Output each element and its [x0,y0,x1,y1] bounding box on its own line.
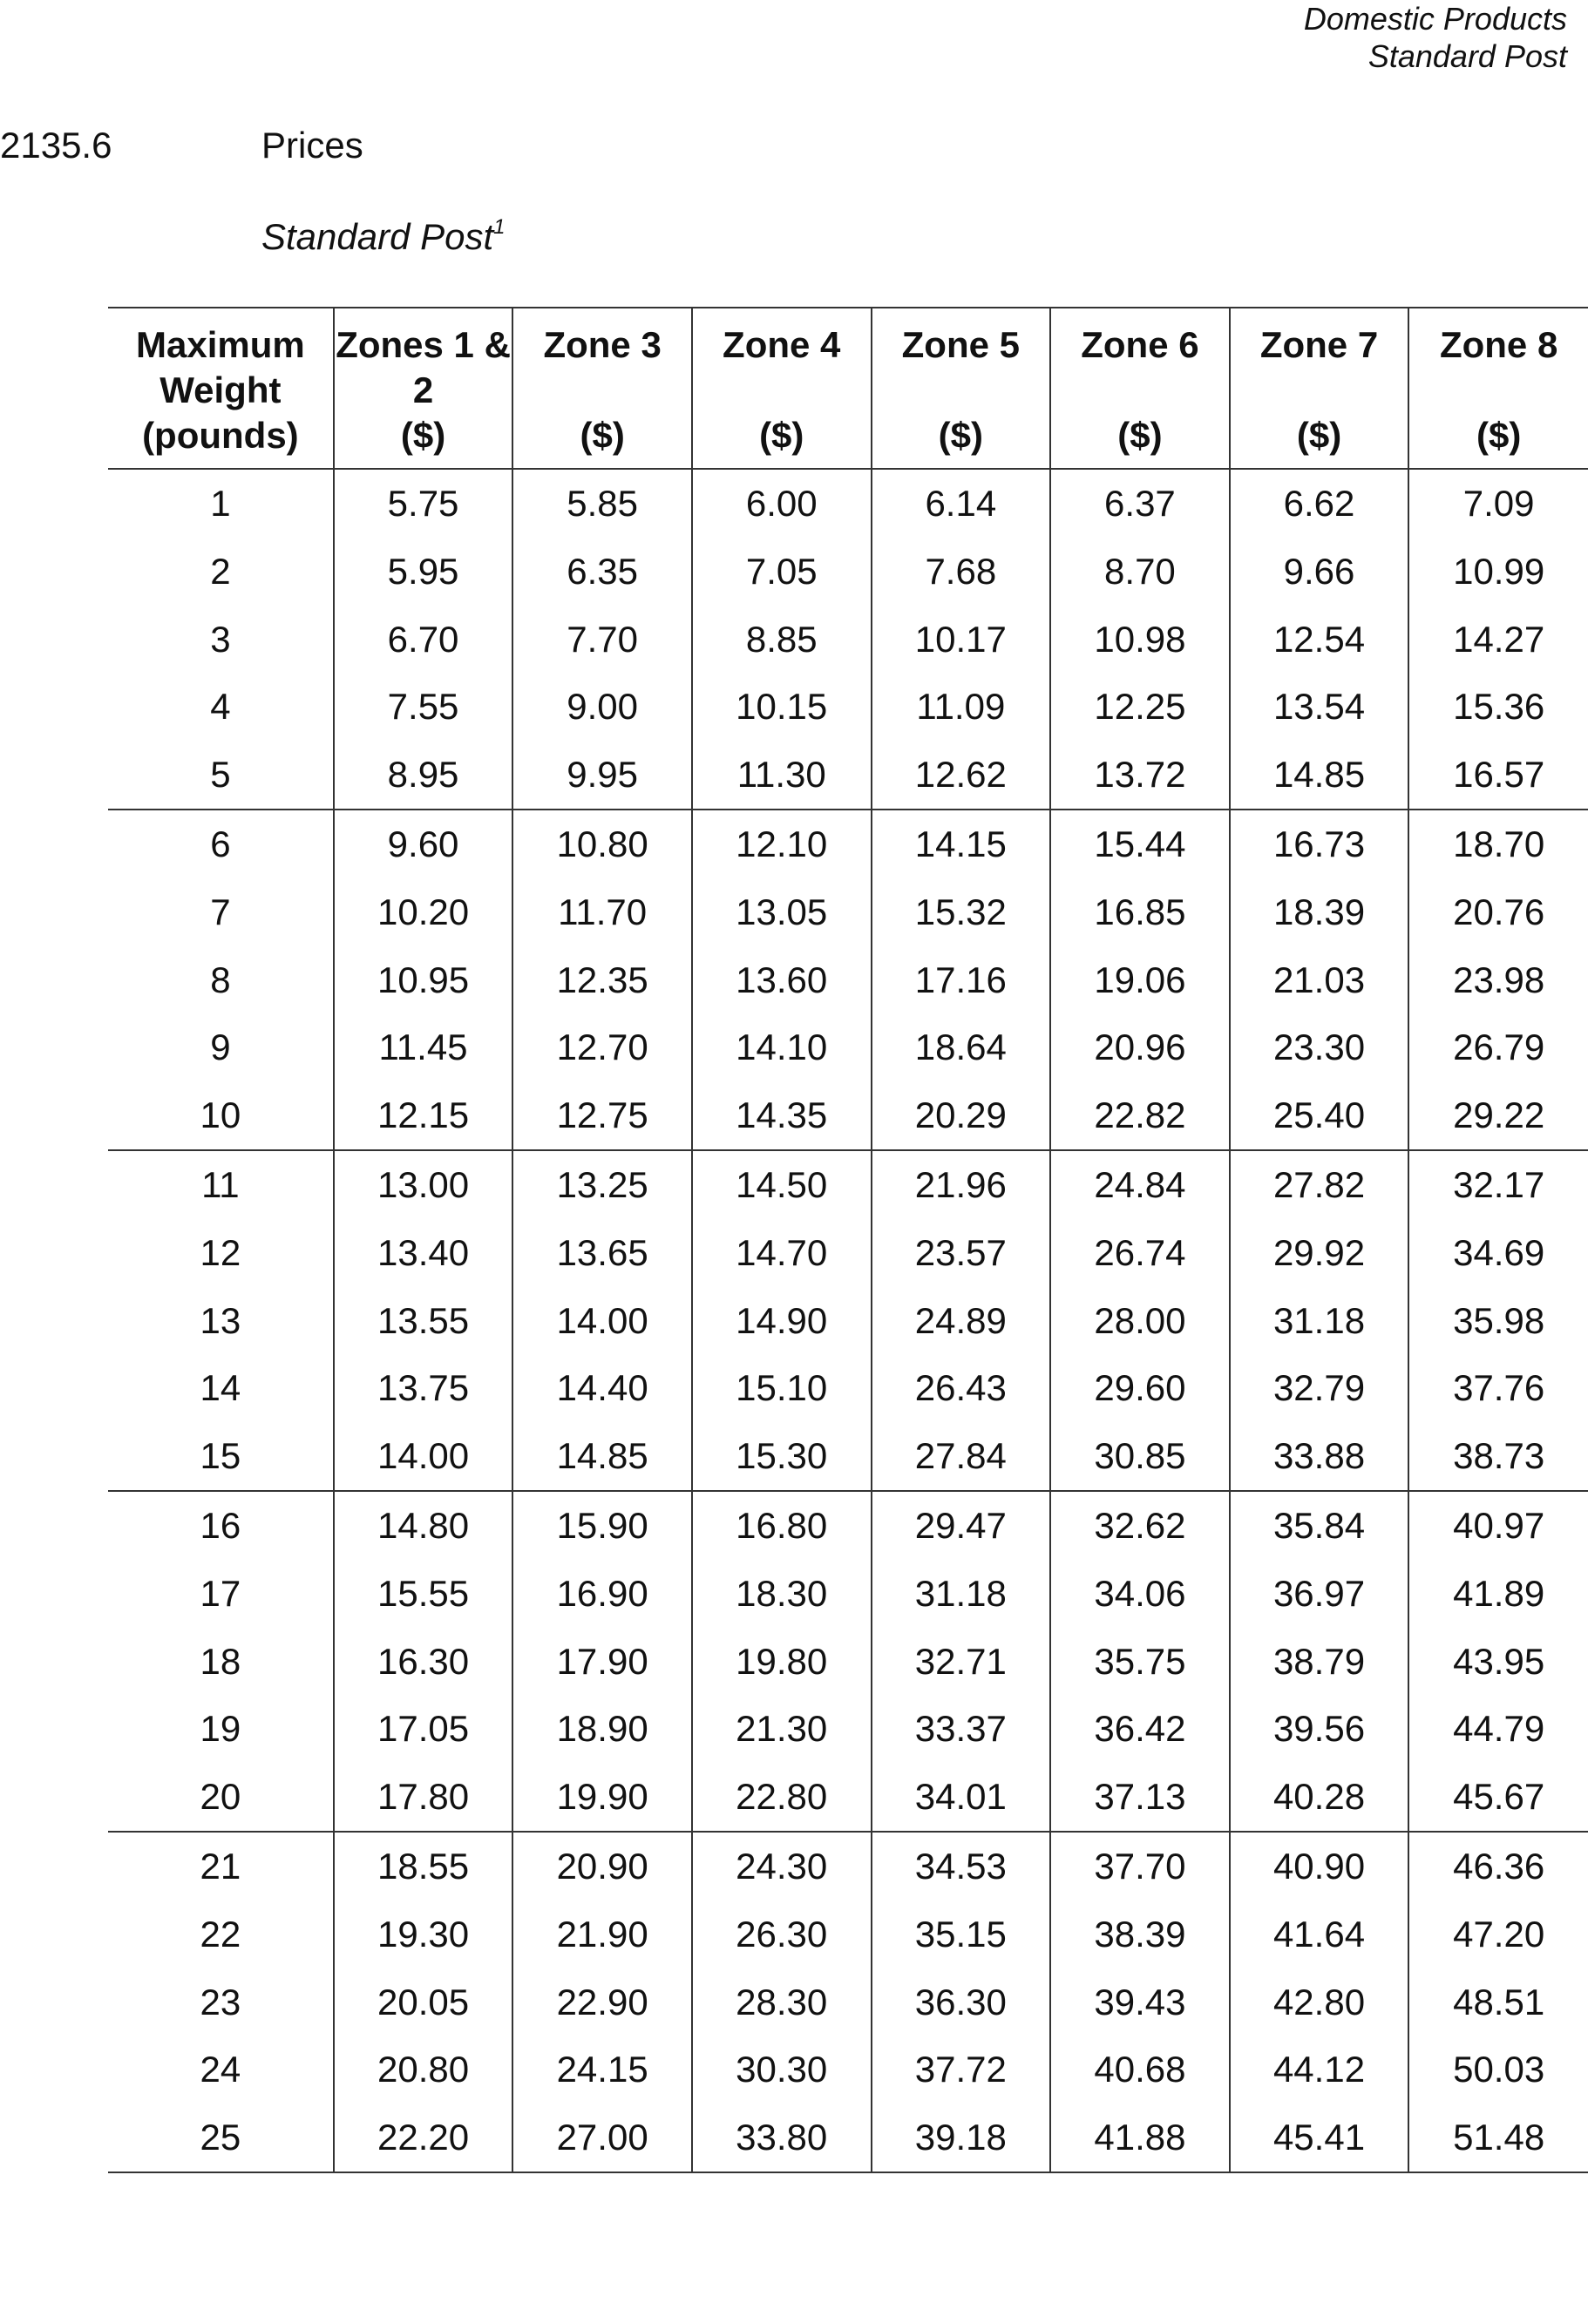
price-cell: 37.70 [1050,1832,1230,1901]
table-row [108,1354,1588,1422]
price-cell: 13.54 [1230,673,1409,741]
weight-cell: 22 [108,1901,334,1968]
price-cell: 35.75 [1050,1628,1230,1696]
price-cell: 18.30 [692,1560,872,1628]
column-header-zone [334,308,513,469]
column-header-label: Maximum Weight (pounds) [136,324,305,456]
table-row [108,538,1588,606]
price-cell: 19.90 [512,1763,692,1832]
price-cell: 46.36 [1408,1832,1588,1901]
price-cell: 34.06 [1050,1560,1230,1628]
price-table-header [108,308,1588,469]
price-cell: 21.30 [692,1695,872,1763]
weight-cell: 1 [108,469,334,538]
price-cell: 14.85 [512,1422,692,1491]
weight-cell: 3 [108,606,334,674]
weight-cell: 15 [108,1422,334,1491]
price-cell: 29.22 [1408,1081,1588,1150]
weight-cell: 10 [108,1081,334,1150]
price-cell: 32.62 [1050,1491,1230,1560]
price-cell: 39.56 [1230,1695,1409,1763]
column-header-unit: ($) [938,415,983,456]
price-cell: 16.30 [334,1628,513,1696]
price-cell: 6.00 [692,469,872,538]
price-cell: 20.96 [1050,1013,1230,1081]
price-cell: 17.05 [334,1695,513,1763]
price-cell: 12.70 [512,1013,692,1081]
price-cell: 14.00 [512,1287,692,1355]
price-cell: 30.30 [692,2036,872,2104]
price-cell: 35.15 [872,1901,1051,1968]
price-cell: 40.97 [1408,1491,1588,1560]
table-row [108,2036,1588,2104]
weight-cell: 14 [108,1354,334,1422]
price-cell: 14.15 [872,810,1051,878]
column-header-zone [692,308,872,469]
price-cell: 28.30 [692,1968,872,2036]
table-row [108,1422,1588,1491]
section-title: Prices [261,125,363,166]
table-row [108,1287,1588,1355]
price-cell: 13.75 [334,1354,513,1422]
footnote-marker: 1 [493,215,506,239]
price-cell: 31.18 [1230,1287,1409,1355]
price-cell: 14.00 [334,1422,513,1491]
price-cell: 18.55 [334,1832,513,1901]
table-row [108,1560,1588,1628]
weight-cell: 4 [108,673,334,741]
price-cell: 9.95 [512,741,692,810]
table-row [108,878,1588,946]
column-header-zone [512,308,692,469]
running-header-line-1: Domestic Products [1303,1,1567,37]
price-cell: 19.06 [1050,946,1230,1014]
price-cell: 7.68 [872,538,1051,606]
price-cell: 27.00 [512,2104,692,2172]
price-cell: 14.85 [1230,741,1409,810]
price-cell: 13.65 [512,1219,692,1287]
price-cell: 33.80 [692,2104,872,2172]
price-cell: 7.05 [692,538,872,606]
price-cell: 51.48 [1408,2104,1588,2172]
column-header-zone [1408,308,1588,469]
weight-cell: 13 [108,1287,334,1355]
price-cell: 19.30 [334,1901,513,1968]
price-cell: 32.17 [1408,1150,1588,1219]
price-cell: 6.62 [1230,469,1409,538]
price-cell: 48.51 [1408,1968,1588,2036]
price-cell: 23.30 [1230,1013,1409,1081]
price-cell: 45.41 [1230,2104,1409,2172]
weight-cell: 24 [108,2036,334,2104]
column-header-label: Zones 1 & 2 [336,324,511,410]
price-cell: 11.45 [334,1013,513,1081]
price-cell: 20.90 [512,1832,692,1901]
weight-cell: 12 [108,1219,334,1287]
price-cell: 9.00 [512,673,692,741]
weight-cell: 11 [108,1150,334,1219]
price-cell: 35.98 [1408,1287,1588,1355]
table-caption [261,216,506,258]
price-cell: 17.16 [872,946,1051,1014]
price-cell: 44.79 [1408,1695,1588,1763]
table-row [108,1695,1588,1763]
price-cell: 6.35 [512,538,692,606]
price-cell: 14.80 [334,1491,513,1560]
price-cell: 5.85 [512,469,692,538]
price-cell: 44.12 [1230,2036,1409,2104]
price-cell: 5.95 [334,538,513,606]
price-cell: 32.71 [872,1628,1051,1696]
price-cell: 29.47 [872,1491,1051,1560]
table-row [108,1013,1588,1081]
column-header-unit: ($) [1476,415,1522,456]
price-cell: 17.90 [512,1628,692,1696]
column-header-unit: ($) [580,415,625,456]
table-row [108,1968,1588,2036]
weight-cell: 9 [108,1013,334,1081]
price-cell: 29.92 [1230,1219,1409,1287]
table-row [108,1150,1588,1219]
price-cell: 26.79 [1408,1013,1588,1081]
price-cell: 38.79 [1230,1628,1409,1696]
weight-cell: 8 [108,946,334,1014]
price-cell: 14.40 [512,1354,692,1422]
weight-cell: 5 [108,741,334,810]
price-cell: 13.60 [692,946,872,1014]
price-cell: 14.90 [692,1287,872,1355]
weight-cell: 21 [108,1832,334,1901]
weight-cell: 20 [108,1763,334,1832]
table-row [108,1081,1588,1150]
price-cell: 50.03 [1408,2036,1588,2104]
price-cell: 38.39 [1050,1901,1230,1968]
column-header-weight [108,308,334,469]
price-cell: 23.98 [1408,946,1588,1014]
price-cell: 37.13 [1050,1763,1230,1832]
price-cell: 8.70 [1050,538,1230,606]
price-cell: 16.90 [512,1560,692,1628]
price-cell: 36.42 [1050,1695,1230,1763]
price-cell: 16.57 [1408,741,1588,810]
price-cell: 13.72 [1050,741,1230,810]
weight-cell: 19 [108,1695,334,1763]
column-header-label: Zone 3 [543,324,662,365]
column-header-zone [1230,308,1409,469]
price-table-body [108,469,1588,2172]
table-row [108,1901,1588,1968]
column-header-label: Zone 4 [723,324,841,365]
price-cell: 10.15 [692,673,872,741]
price-cell: 10.80 [512,810,692,878]
table-row [108,1491,1588,1560]
price-cell: 15.10 [692,1354,872,1422]
table-row [108,810,1588,878]
table-row [108,469,1588,538]
price-cell: 41.64 [1230,1901,1409,1968]
price-cell: 27.82 [1230,1150,1409,1219]
price-cell: 24.89 [872,1287,1051,1355]
price-cell: 39.18 [872,2104,1051,2172]
price-cell: 26.30 [692,1901,872,1968]
price-cell: 19.80 [692,1628,872,1696]
price-cell: 15.32 [872,878,1051,946]
price-cell: 39.43 [1050,1968,1230,2036]
price-cell: 32.79 [1230,1354,1409,1422]
price-cell: 11.70 [512,878,692,946]
price-cell: 40.90 [1230,1832,1409,1901]
price-cell: 34.01 [872,1763,1051,1832]
price-cell: 24.84 [1050,1150,1230,1219]
weight-cell: 17 [108,1560,334,1628]
price-cell: 13.25 [512,1150,692,1219]
price-cell: 28.00 [1050,1287,1230,1355]
weight-cell: 6 [108,810,334,878]
price-cell: 22.20 [334,2104,513,2172]
price-cell: 27.84 [872,1422,1051,1491]
column-header-unit: ($) [400,415,446,456]
price-cell: 9.60 [334,810,513,878]
price-cell: 7.09 [1408,469,1588,538]
price-cell: 25.40 [1230,1081,1409,1150]
weight-cell: 7 [108,878,334,946]
table-row [108,946,1588,1014]
running-header-line-2: Standard Post [1367,38,1567,74]
price-cell: 18.64 [872,1013,1051,1081]
price-cell: 13.00 [334,1150,513,1219]
table-row [108,673,1588,741]
table-row [108,606,1588,674]
price-cell: 17.80 [334,1763,513,1832]
table-row [108,1628,1588,1696]
price-cell: 15.55 [334,1560,513,1628]
price-cell: 36.97 [1230,1560,1409,1628]
price-cell: 14.10 [692,1013,872,1081]
running-header [1304,0,1567,75]
price-cell: 8.85 [692,606,872,674]
table-row [108,741,1588,810]
table-row [108,2104,1588,2172]
price-cell: 33.37 [872,1695,1051,1763]
price-cell: 10.98 [1050,606,1230,674]
price-cell: 43.95 [1408,1628,1588,1696]
price-cell: 12.15 [334,1081,513,1150]
price-cell: 7.55 [334,673,513,741]
price-cell: 12.54 [1230,606,1409,674]
weight-cell: 18 [108,1628,334,1696]
column-header-unit: ($) [759,415,804,456]
column-header-zone [1050,308,1230,469]
price-cell: 26.74 [1050,1219,1230,1287]
price-cell: 34.69 [1408,1219,1588,1287]
price-cell: 35.84 [1230,1491,1409,1560]
price-cell: 20.80 [334,2036,513,2104]
price-cell: 18.90 [512,1695,692,1763]
column-header-zone [872,308,1051,469]
price-cell: 7.70 [512,606,692,674]
price-cell: 41.89 [1408,1560,1588,1628]
price-cell: 13.05 [692,878,872,946]
price-cell: 8.95 [334,741,513,810]
price-cell: 41.88 [1050,2104,1230,2172]
price-cell: 12.75 [512,1081,692,1150]
column-header-unit: ($) [1296,415,1342,456]
price-cell: 33.88 [1230,1422,1409,1491]
price-cell: 20.05 [334,1968,513,2036]
price-cell: 45.67 [1408,1763,1588,1832]
price-cell: 15.30 [692,1422,872,1491]
price-cell: 11.09 [872,673,1051,741]
price-cell: 5.75 [334,469,513,538]
column-header-label: Zone 5 [901,324,1020,365]
price-cell: 16.85 [1050,878,1230,946]
price-cell: 38.73 [1408,1422,1588,1491]
price-cell: 37.72 [872,2036,1051,2104]
price-cell: 40.28 [1230,1763,1409,1832]
price-cell: 6.70 [334,606,513,674]
price-cell: 21.96 [872,1150,1051,1219]
weight-cell: 2 [108,538,334,606]
weight-cell: 25 [108,2104,334,2172]
price-cell: 14.50 [692,1150,872,1219]
table-row [108,1832,1588,1901]
price-cell: 21.90 [512,1901,692,1968]
weight-cell: 16 [108,1491,334,1560]
price-cell: 10.95 [334,946,513,1014]
table-caption-text: Standard Post [261,216,494,257]
price-cell: 21.03 [1230,946,1409,1014]
price-cell: 40.68 [1050,2036,1230,2104]
price-cell: 18.39 [1230,878,1409,946]
column-header-unit: ($) [1117,415,1163,456]
price-cell: 47.20 [1408,1901,1588,1968]
price-cell: 26.43 [872,1354,1051,1422]
price-cell: 22.90 [512,1968,692,2036]
price-cell: 24.30 [692,1832,872,1901]
price-cell: 13.40 [334,1219,513,1287]
price-cell: 14.27 [1408,606,1588,674]
weight-cell: 23 [108,1968,334,2036]
price-cell: 15.44 [1050,810,1230,878]
column-header-label: Zone 6 [1081,324,1199,365]
price-cell: 12.35 [512,946,692,1014]
price-cell: 6.37 [1050,469,1230,538]
price-cell: 10.17 [872,606,1051,674]
price-cell: 11.30 [692,741,872,810]
price-cell: 16.73 [1230,810,1409,878]
price-cell: 34.53 [872,1832,1051,1901]
column-header-label: Zone 8 [1439,324,1558,365]
price-cell: 6.14 [872,469,1051,538]
price-cell: 9.66 [1230,538,1409,606]
price-cell: 16.80 [692,1491,872,1560]
price-cell: 37.76 [1408,1354,1588,1422]
price-cell: 24.15 [512,2036,692,2104]
price-cell: 18.70 [1408,810,1588,878]
column-header-label: Zone 7 [1259,324,1379,365]
price-cell: 36.30 [872,1968,1051,2036]
price-cell: 15.90 [512,1491,692,1560]
price-cell: 29.60 [1050,1354,1230,1422]
price-cell: 20.29 [872,1081,1051,1150]
price-cell: 42.80 [1230,1968,1409,2036]
price-cell: 13.55 [334,1287,513,1355]
section-number: 2135.6 [0,125,112,166]
price-cell: 22.82 [1050,1081,1230,1150]
price-table [108,307,1588,2173]
price-cell: 12.10 [692,810,872,878]
header-row [108,308,1588,469]
price-cell: 12.62 [872,741,1051,810]
price-cell: 30.85 [1050,1422,1230,1491]
price-cell: 10.20 [334,878,513,946]
price-cell: 14.35 [692,1081,872,1150]
table-row [108,1219,1588,1287]
table-row [108,1763,1588,1832]
price-cell: 15.36 [1408,673,1588,741]
price-cell: 31.18 [872,1560,1051,1628]
price-cell: 20.76 [1408,878,1588,946]
price-cell: 23.57 [872,1219,1051,1287]
price-cell: 12.25 [1050,673,1230,741]
price-cell: 10.99 [1408,538,1588,606]
price-cell: 22.80 [692,1763,872,1832]
price-cell: 14.70 [692,1219,872,1287]
